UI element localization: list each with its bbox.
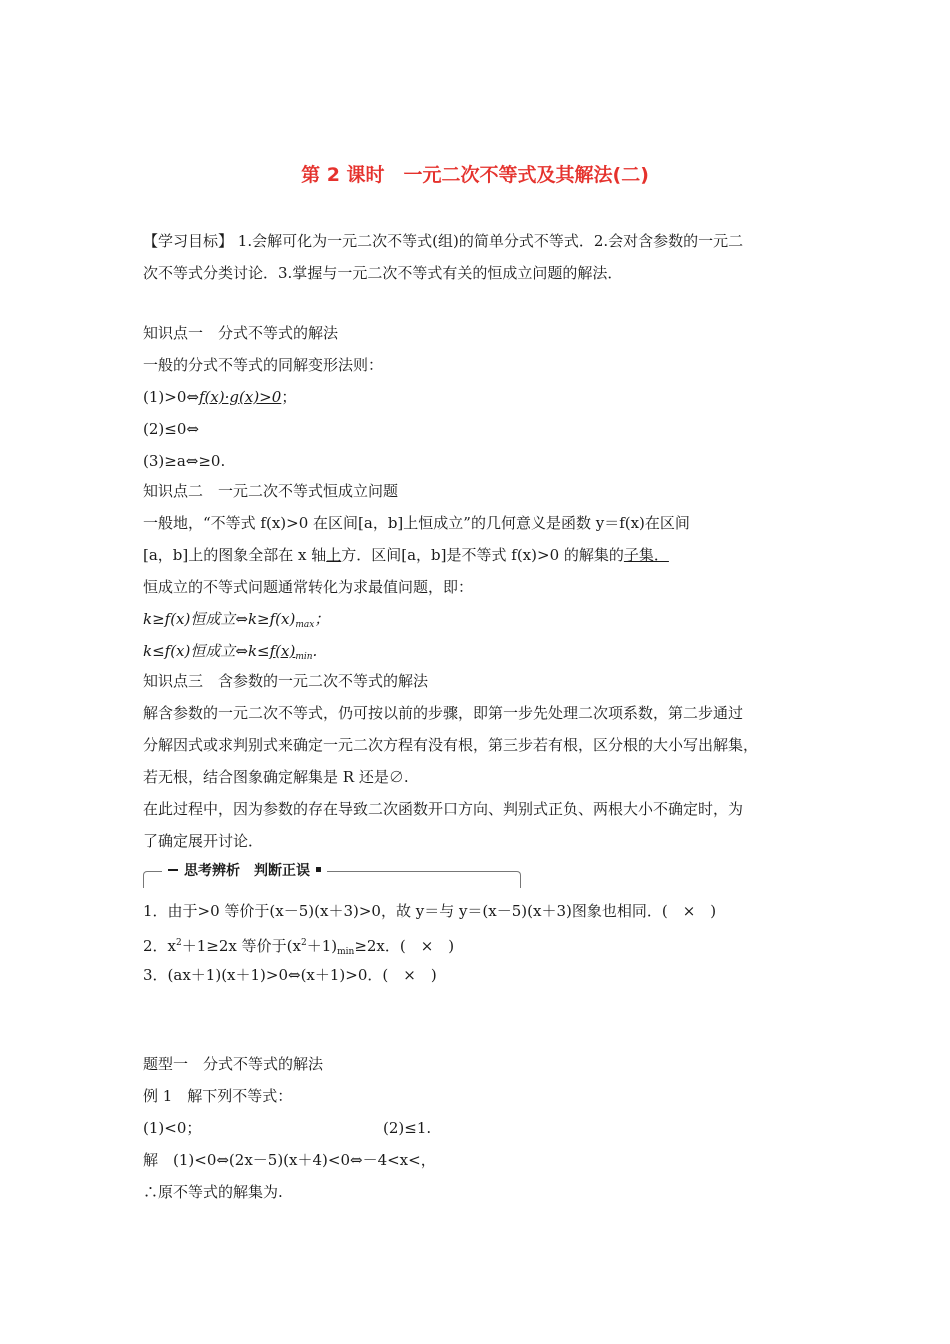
kp2-formula-1-sub: max xyxy=(295,620,315,630)
kp1-rule-1-pre: (1)>0⇔ xyxy=(143,388,199,406)
kp3-para-5: 了确定展开讨论． xyxy=(143,832,264,850)
kp1-rule-1-post: ； xyxy=(281,388,297,406)
kp2-fill-subset: 子集． xyxy=(623,546,669,564)
kp2-para-2-pre: [a，b]上的图象全部在 x 轴 xyxy=(143,546,327,564)
q2-mid-2: ＋1) xyxy=(306,937,338,955)
think-question-3: 3．(ax＋1)(x＋1)>0⇔(x＋1)>0．( × ) xyxy=(143,966,437,984)
kp2-para-2-mid: 方．区间[a，b]是不等式 f(x)>0 的解集的 xyxy=(341,546,624,564)
q2-pre: 2．x xyxy=(143,937,177,955)
q2-sup: 2 xyxy=(176,938,182,948)
think-question-2 xyxy=(143,933,454,962)
think-question-1: 1．由于>0 等价于(x－5)(x＋3)>0，故 y＝与 y＝(x－5)(x＋3)图象也相同．( × ) xyxy=(143,902,717,920)
kp1-intro: 一般的分式不等式的同解变形法则： xyxy=(143,356,384,374)
solution-line-1: 解 (1)<0⇔(2x－5)(x＋4)<0⇔－4<x<， xyxy=(143,1151,436,1169)
example-1-part-2: (2)≤1. xyxy=(383,1119,432,1137)
kp3-heading: 知识点三 含参数的一元二次不等式的解法 xyxy=(143,672,429,690)
kp2-para-3: 恒成立的不等式问题通常转化为求最值问题，即： xyxy=(143,578,474,596)
kp3-para-4: 在此过程中，因为参数的存在导致二次函数开口方向、判别式正负、两根大小不确定时，为 xyxy=(143,800,744,818)
think-section-frame xyxy=(143,863,521,888)
page-title: 第 2 课时 一元二次不等式及其解法(二) xyxy=(301,164,649,186)
think-section-title: 思考辨析 判断正误 xyxy=(184,863,310,879)
objectives-label: 【学习目标】 xyxy=(143,232,234,250)
kp2-para-2 xyxy=(143,545,669,565)
q2-sub: min xyxy=(337,947,355,957)
think-section-label xyxy=(162,861,327,881)
q2-post: ≥2x．( × ) xyxy=(354,937,455,955)
kp2-formula-1-pre: k≥f(x)恒成立⇔k≥f(x) xyxy=(143,610,296,628)
kp2-formula-2-post: . xyxy=(312,642,318,660)
kp2-para-1: 一般地，“不等式 f(x)>0 在区间[a，b]上恒成立”的几何意义是函数 y＝f(x)在区间 xyxy=(143,514,690,532)
square-icon xyxy=(316,867,321,872)
kp1-rule-1 xyxy=(143,387,296,407)
kp2-formula-1-post: ； xyxy=(314,610,330,628)
kp3-para-3: 若无根，结合图象确定解集是 R 还是∅. xyxy=(143,768,409,786)
q2-sup-2: 2 xyxy=(300,938,307,948)
kp2-formula-2-fill-text: f(x) xyxy=(269,642,296,660)
objectives-line-2: 次不等式分类讨论．3.掌握与一元二次不等式有关的恒成立问题的解法． xyxy=(143,264,623,282)
type1-heading: 题型一 分式不等式的解法 xyxy=(143,1055,324,1073)
kp1-rule-2: (2)≤0⇔ xyxy=(143,420,199,438)
kp3-para-1: 解含参数的一元二次不等式，仍可按以前的步骤，即第一步先处理二次项系数，第二步通过 xyxy=(143,704,744,722)
q2-mid: ＋1≥2x 等价于(x xyxy=(181,937,301,955)
example-1-prompt: 例 1 解下列不等式： xyxy=(143,1087,293,1105)
kp2-formula-2-pre: k≤f(x)恒成立⇔k≤ xyxy=(143,642,270,660)
kp2-heading: 知识点二 一元二次不等式恒成立问题 xyxy=(143,482,399,500)
kp1-rule-3: (3)≥a⇔≥0. xyxy=(143,452,226,470)
kp3-para-2: 分解因式或求判别式来确定一元二次方程有没有根，第三步若有根，区分根的大小写出解集， xyxy=(143,736,759,754)
kp2-formula-1 xyxy=(143,609,329,635)
kp2-fill-above: 上 xyxy=(326,546,342,564)
kp1-heading: 知识点一 分式不等式的解法 xyxy=(143,324,339,342)
example-1-part-1: (1)<0； xyxy=(143,1119,202,1137)
kp1-rule-1-fill: f(x)·g(x)>0 xyxy=(198,388,282,406)
solution-line-2: ∴原不等式的解集为. xyxy=(143,1183,283,1201)
objectives-text-1: 1.会解可化为一元二次不等式(组)的简单分式不等式．2.会对含参数的一元二 xyxy=(237,232,744,250)
kp2-formula-2-sub: min xyxy=(295,652,313,662)
kp2-formula-2 xyxy=(143,641,317,667)
dash-icon xyxy=(168,869,178,871)
kp2-formula-2-fill xyxy=(270,642,313,660)
objectives-line-1 xyxy=(143,231,743,251)
